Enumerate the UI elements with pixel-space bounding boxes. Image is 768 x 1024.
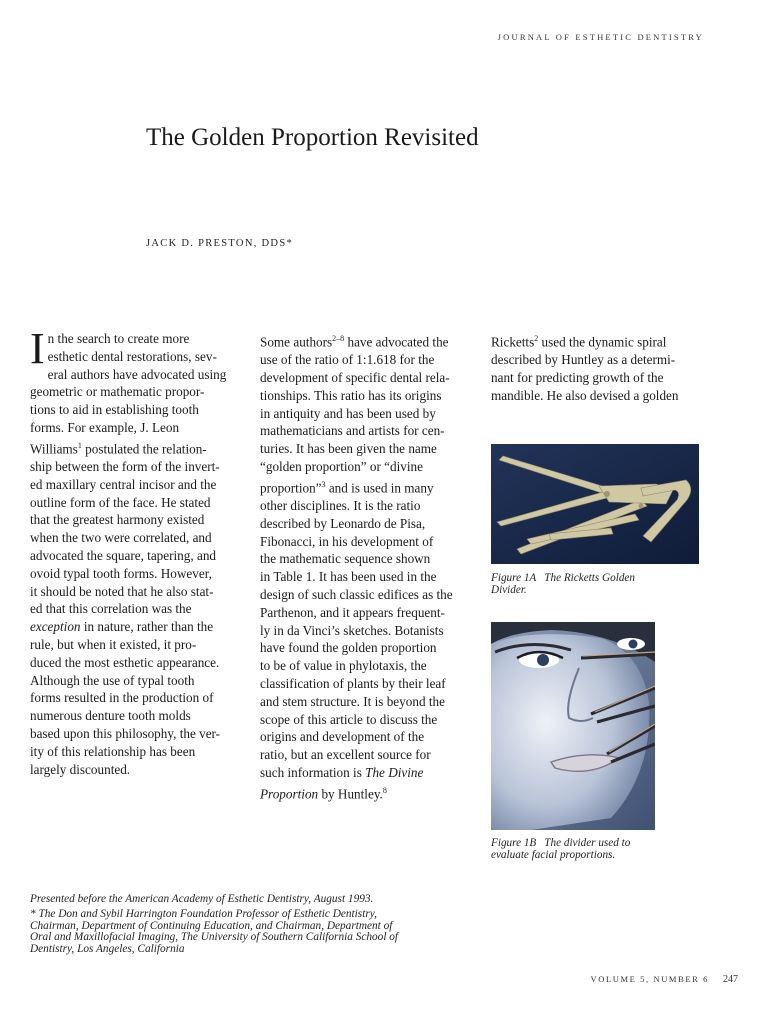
text-line bbox=[30, 437, 245, 458]
drop-cap: I bbox=[30, 324, 45, 373]
text-line: other disciplines. It is the ratio bbox=[260, 497, 421, 513]
text-line: mandible. He also devised a golden bbox=[491, 387, 679, 403]
text-line: use of the ratio of 1:1.618 for the bbox=[260, 352, 435, 368]
iris bbox=[629, 640, 638, 649]
figure-label: Figure 1A bbox=[491, 572, 537, 584]
text-fragment: by Huntley. bbox=[318, 786, 383, 802]
reference-superscript: 3 bbox=[321, 479, 326, 489]
text-line: and stem structure. It is beyond the bbox=[260, 693, 445, 709]
text-line: when the two were correlated, and bbox=[30, 530, 212, 546]
text-line: largely discounted. bbox=[30, 761, 131, 777]
body-column-3 bbox=[491, 330, 706, 405]
text-fragment: Some authors bbox=[260, 334, 333, 350]
page-folio bbox=[590, 974, 738, 985]
italic-fragment: Proportion bbox=[260, 786, 319, 802]
text-fragment: in nature, rather than the bbox=[80, 619, 214, 635]
text-line bbox=[260, 764, 480, 782]
footnote-line: Chairman, Department of Continuing Education, and Chairman, Department of bbox=[30, 919, 393, 932]
text-line: in antiquity and has been used by bbox=[260, 405, 436, 421]
text-line: classification of plants by their leaf bbox=[260, 675, 446, 691]
caption-text: The Ricketts Golden bbox=[544, 572, 635, 584]
footnote-line: Presented before the American Academy of Esthetic Dentistry, August 1993. bbox=[30, 893, 374, 905]
text-line: development of specific dental rela- bbox=[260, 369, 450, 385]
text-line: Fibonacci, in his development of bbox=[260, 533, 434, 549]
caption-text: evaluate facial proportions. bbox=[491, 848, 616, 861]
figure-1b-image bbox=[491, 622, 655, 830]
text-line: ed maxillary central incisor and the bbox=[30, 476, 217, 492]
text-line: outline form of the face. He stated bbox=[30, 494, 211, 510]
reference-superscript: 2 bbox=[534, 334, 539, 343]
italic-fragment: The Divine bbox=[365, 764, 424, 780]
text-line: Although the use of typal tooth bbox=[30, 672, 195, 688]
text-fragment: postulated the relation- bbox=[81, 441, 207, 457]
text-line: eral authors have advocated using bbox=[47, 366, 227, 382]
text-line: ship between the form of the invert- bbox=[30, 458, 220, 474]
text-line: origins and development of the bbox=[260, 729, 425, 745]
golden-divider-photo bbox=[491, 444, 699, 564]
volume-number: VOLUME 5, NUMBER 6 bbox=[590, 974, 709, 984]
text-line: ity of this relationship has been bbox=[30, 743, 196, 759]
text-line: ed that this correlation was the bbox=[30, 601, 192, 617]
text-line: Parthenon, and it appears frequent- bbox=[260, 604, 445, 620]
text-line: based upon this philosophy, the ver- bbox=[30, 725, 221, 741]
text-line bbox=[260, 476, 480, 497]
text-line bbox=[491, 330, 706, 351]
text-line: mathematicians and artists for cen- bbox=[260, 423, 445, 439]
article-footnote bbox=[30, 894, 490, 956]
text-line: in Table 1. It has been used in the bbox=[260, 569, 437, 585]
text-line: forms resulted in the production of bbox=[30, 690, 214, 706]
caption-text: Divider. bbox=[491, 583, 527, 596]
text-line: described by Leonardo de Pisa, bbox=[260, 515, 426, 531]
text-line: scope of this article to discuss the bbox=[260, 711, 438, 727]
text-fragment: such information is bbox=[260, 764, 366, 780]
text-line: rule, but when it existed, it pro- bbox=[30, 636, 197, 652]
text-line: geometric or mathematic propor- bbox=[30, 384, 205, 400]
text-line: ovoid typal tooth forms. However, bbox=[30, 565, 212, 581]
text-line: duced the most esthetic appearance. bbox=[30, 654, 220, 670]
footnote-line: Oral and Maxillofacial Imaging, The University of Southern California School of bbox=[30, 931, 399, 944]
reference-superscript: 2–8 bbox=[332, 334, 345, 343]
iris bbox=[537, 654, 549, 666]
text-line: n the search to create more bbox=[47, 331, 190, 346]
text-line: it should be noted that he also stat- bbox=[30, 583, 214, 599]
footnote-line: Dentistry, Los Angeles, California bbox=[30, 943, 185, 956]
text-line: the mathematic sequence shown bbox=[260, 551, 431, 567]
reference-superscript: 1 bbox=[77, 440, 82, 450]
author-byline: JACK D. PRESTON, DDS* bbox=[146, 238, 294, 249]
running-head: JOURNAL OF ESTHETIC DENTISTRY bbox=[497, 32, 704, 42]
text-line: tions to aid in establishing tooth bbox=[30, 402, 199, 418]
divider-pivot bbox=[639, 504, 644, 509]
text-fragment: proportion” bbox=[260, 480, 322, 496]
face-with-divider-photo bbox=[491, 622, 655, 830]
text-line: design of such classic edifices as the bbox=[260, 586, 453, 602]
text-fragment: used the dynamic spiral bbox=[538, 334, 667, 350]
figure-1b-caption bbox=[491, 838, 711, 861]
text-line: to be of value in phylotaxis, the bbox=[260, 658, 427, 674]
text-line: have found the golden proportion bbox=[260, 640, 437, 656]
text-line: ly in da Vinci’s sketches. Botanists bbox=[260, 622, 444, 638]
figure-1a-caption bbox=[491, 573, 711, 596]
text-line: described by Huntley as a determi- bbox=[491, 352, 676, 368]
text-line: esthetic dental restorations, sev- bbox=[47, 348, 217, 364]
text-line: “golden proportion” or “divine bbox=[260, 458, 423, 474]
figure-1a-image bbox=[491, 444, 699, 564]
text-line: numerous denture tooth molds bbox=[30, 708, 191, 724]
reference-superscript: 8 bbox=[382, 785, 387, 795]
body-column-2 bbox=[260, 330, 480, 803]
text-line: ratio, but an excellent source for bbox=[260, 747, 431, 763]
caption-text: The divider used to bbox=[544, 837, 631, 849]
text-line: advocated the square, tapering, and bbox=[30, 547, 217, 563]
text-fragment: have advocated the bbox=[344, 334, 449, 350]
divider-pivot bbox=[604, 491, 610, 497]
text-line: forms. For example, J. Leon bbox=[30, 419, 180, 435]
italic-fragment: exception bbox=[30, 619, 81, 635]
page-number: 247 bbox=[723, 974, 738, 985]
text-line bbox=[30, 618, 245, 636]
figure-label: Figure 1B bbox=[491, 837, 537, 849]
text-fragment: Williams bbox=[30, 441, 78, 457]
text-line: turies. It has been given the name bbox=[260, 441, 437, 457]
body-column-1 bbox=[30, 324, 245, 778]
text-line: that the greatest harmony existed bbox=[30, 512, 205, 528]
text-line bbox=[260, 330, 480, 351]
text-fragment: and is used in many bbox=[325, 480, 434, 496]
text-line: tionships. This ratio has its origins bbox=[260, 387, 442, 403]
footnote-line: * The Don and Sybil Harrington Foundation Professor of Esthetic Dentistry, bbox=[30, 907, 377, 920]
text-line: nant for predicting growth of the bbox=[491, 369, 664, 385]
text-fragment: Ricketts bbox=[491, 334, 535, 350]
article-title: The Golden Proportion Revisited bbox=[146, 124, 479, 151]
text-line bbox=[260, 782, 480, 803]
